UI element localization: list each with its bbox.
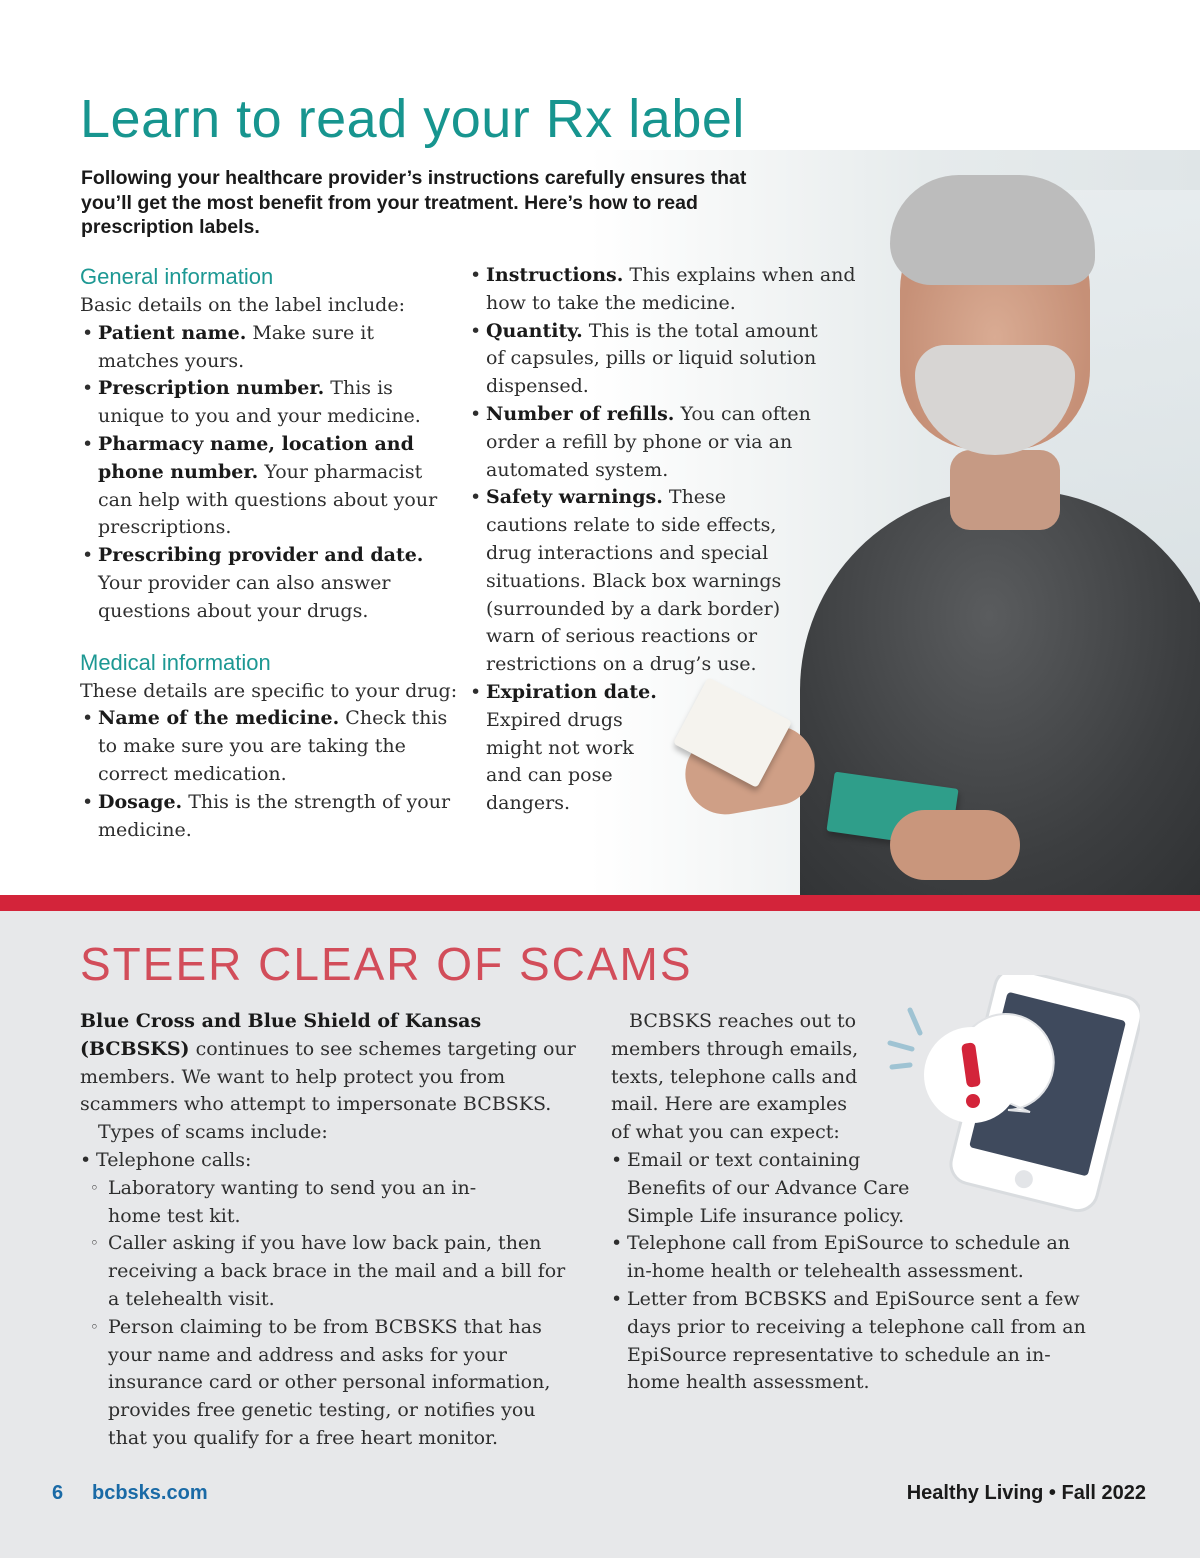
list-item: • Prescription number. This is unique to you and your medicine. xyxy=(80,375,460,431)
scams-intro: Blue Cross and Blue Shield of Kansas (BCBSKS) continues to see schemes targeting our members. We want to help protect you from scammers who attempt to impersonate BCBSKS. xyxy=(80,1010,576,1116)
list-item: • Pharmacy name, location and phone number. Your pharmacist can help with questions about your prescriptions. xyxy=(80,431,460,542)
medical-info-intro: These details are specific to your drug: xyxy=(80,679,458,702)
section-divider xyxy=(0,895,1200,911)
list-item: • Telephone calls: ◦ Laboratory wanting to send you an in-home test kit. ◦ Caller asking if you have low back pain, then receiving a back brace in the mail and a bill for a telehealth visit. ◦ Person claiming to be from BCBSKS that has your name and address and asks for your insurance card or other personal information, provides free genetic testing, or notifies you that you qualify for a free heart monitor. xyxy=(80,1147,580,1453)
list-item: • Instructions. This explains when and how to take the medicine. xyxy=(468,262,866,318)
smartphone-alert-icon xyxy=(880,975,1140,1215)
list-item: • Number of refills. You can often order a refill by phone or via an automated system. xyxy=(468,401,816,484)
general-info-list xyxy=(80,320,460,626)
list-item: ◦ Laboratory wanting to send you an in-home test kit. xyxy=(80,1175,528,1231)
list-item: • Safety warnings. These cautions relate to side effects, drug interactions and special situations. Black box warnings (surrounded by a dark border) warn of serious reactions or restrictions on a drug’s use. xyxy=(468,484,796,679)
list-item: • Expiration date. Expired drugs might not work and can pose dangers. xyxy=(468,679,661,818)
column-middle xyxy=(468,262,858,818)
scams-column-left xyxy=(80,1008,580,1453)
list-item: • Quantity. This is the total amount of capsules, pills or liquid solution dispensed. xyxy=(468,318,831,401)
medical-info-list-continued xyxy=(468,262,858,818)
general-info-heading: General information xyxy=(80,264,274,289)
page-number: 6 xyxy=(52,1482,64,1504)
website-link[interactable]: bcbsks.com xyxy=(92,1482,208,1504)
medical-info-heading: Medical information xyxy=(80,649,271,675)
column-left xyxy=(80,262,460,844)
list-item: • Patient name. Make sure it matches yours. xyxy=(80,320,460,376)
scam-types-label: Types of scams include: xyxy=(98,1121,328,1144)
list-item: • Name of the medicine. Check this to make sure you are taking the correct medication. xyxy=(80,705,460,788)
telephone-scam-list xyxy=(80,1175,580,1453)
article-title: Learn to read your Rx label xyxy=(80,89,745,149)
general-info-intro: Basic details on the label include: xyxy=(80,294,405,316)
list-item: ◦ Caller asking if you have low back pain, then receiving a back brace in the mail and a bill for a telehealth visit. xyxy=(80,1230,568,1313)
list-item: • Prescribing provider and date. Your provider can also answer questions about your drugs. xyxy=(80,542,460,625)
medical-info-list xyxy=(80,705,460,844)
article-lede: Following your healthcare provider’s instructions carefully ensures that you’ll get the most benefit from your treatment. Here’s how to read prescription labels. xyxy=(81,167,747,238)
scam-types-list xyxy=(80,1147,580,1453)
scams-heading: STEER CLEAR OF SCAMS xyxy=(80,938,693,990)
scams-reach-text: BCBSKS reaches out to members through emails, texts, telephone calls and mail. Here are examples of what you can expect: xyxy=(611,1010,859,1144)
list-item: • Email or text containing Benefits of our Advance Care Simple Life insurance policy. xyxy=(611,1147,917,1230)
list-item: • Letter from BCBSKS and EpiSource sent a few days prior to receiving a telephone call from an EpiSource representative to schedule an in-home health assessment. xyxy=(611,1286,1097,1397)
list-item: • Dosage. This is the strength of your medicine. xyxy=(80,789,460,845)
list-item: • Telephone call from EpiSource to schedule an in-home health or telehealth assessment. xyxy=(611,1230,1077,1286)
list-item: ◦ Person claiming to be from BCBSKS that has your name and address and asks for your insurance card or other personal information, provides free genetic testing, or notifies you that you qualify for a free heart monitor. xyxy=(80,1314,578,1453)
issue-label: Healthy Living • Fall 2022 xyxy=(906,1482,1146,1504)
